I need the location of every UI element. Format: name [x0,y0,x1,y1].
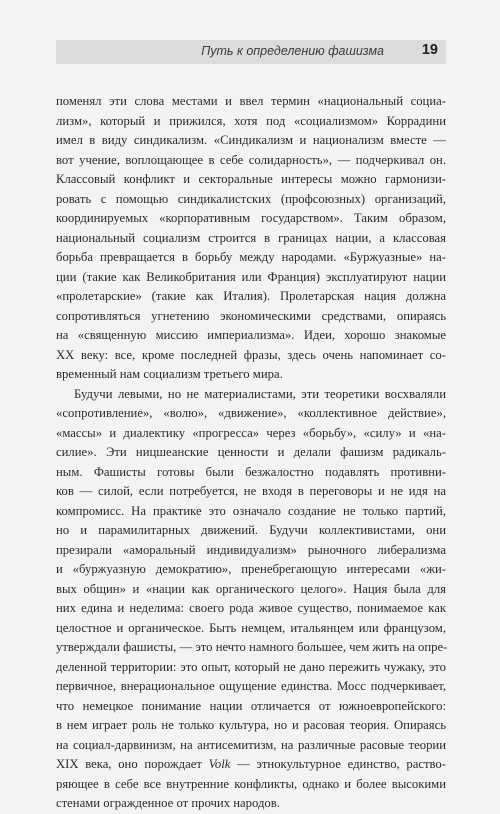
text-line: национальный социализм строится в границах нации, а классовая [56,230,446,245]
text-line: борьба превращается в борьбу между народами. «Буржуазные» на- [56,250,446,264]
text-line: вых общин» и «нации как органического целого». Нация была для [56,581,446,596]
text-line: них едина и неделима: своего рода живое существо, понимаемое как [56,601,446,615]
text-line: утверждали фашисты, — это нечто намного большее, чем жить на опре- [56,640,448,654]
text-line: «массы» и диалектику «прогресса» через «борьбу», «силу» и «на- [56,425,446,440]
text-line: «сопротивление», «волю», «движение», «коллективное действие», [56,406,446,420]
text-line: на «священную миссию империализма». Идеи, хорошо знакомые [56,328,446,342]
text-line: на социал-дарвинизм, на антисемитизм, на различные расовые теории [56,737,446,752]
text-line: что немецкое понимание нации отличается от южноевропейского: [56,698,446,713]
text-line: первичное, внерациональное ощущение единства. Мосс подчеркивает, [56,679,446,693]
text-line: ным. Фашисты готовы были безжалостно подавлять противни- [56,464,446,479]
text-line: координируемых «корпоративным государством». Таким образом, [56,211,446,225]
text-line: ряющее в себе все внутренние конфликты, однако и более высокими [56,776,446,791]
page-number: 19 [421,42,438,58]
text-line: «пролетарские» (такие как Италия). Пролетарская нация должна [56,289,446,303]
text-line: XX веку: все, кроме последней фразы, здесь очень напоминает со- [56,347,446,362]
text-line: целостное и органическое. Быть немцем, итальянцем или французом, [56,620,446,635]
text-line: вот учение, воплощающее в себе солидарность», — подчеркивал он. [56,152,446,167]
paragraph [56,92,446,385]
text-line: XIX века, оно порождает Volk — этнокультурное единство, раство- [56,757,446,771]
text-line: ции (такие как Великобритания или Франция) эксплуатируют нации [56,269,446,284]
text-line: презирали «аморальный индивидуализм» рыночного либерализма [56,542,446,557]
text-line: Классовый конфликт и секторальные интересы можно гармонизи- [56,172,446,186]
text-line: стенами огражденное от прочих народов. [56,796,280,810]
text-line: лизм», который и прижился, хотя под «социализмом» Коррадини [56,113,446,128]
text-line: в нем играет роль не только культура, но и расовая теория. Опираясь [56,718,446,732]
text-line: сопротивляться угнетению экономическими средствами, опираясь [56,308,446,323]
text-line: компромисс. На практике это означало создание не только партий, [56,503,446,518]
text-line: поменял эти слова местами и ввел термин «национальный социа- [56,94,446,108]
text-line: ровать с помощью синдикалистских (профсоюзных) организаций, [56,191,446,206]
running-header [56,40,446,64]
body-text [56,92,446,814]
paragraph [56,385,446,814]
text-line: временный нам социализм третьего мира. [56,367,283,381]
text-line: деленной территории: это опыт, который не дано пережить чужаку, это [56,659,446,674]
text-line: и «буржуазную демократию», пренебрегающую интересами «жи- [56,562,446,576]
header-title: Путь к определению фашизма [201,44,384,58]
text-line: Будучи левыми, но не материалистами, эти теоретики восхваляли [74,386,446,401]
text-line: силие». Эти ницшеанские ценности и делали фашизм радикаль- [56,445,446,459]
text-line: ков — силой, если потребуется, не входя в переговоры и не идя на [56,484,446,498]
text-line: но и парамилитарных движений. Будучи коллективистами, они [56,523,446,537]
text-line: имел в виду синдикализм. «Синдикализм и национализм вместе — [56,133,446,147]
